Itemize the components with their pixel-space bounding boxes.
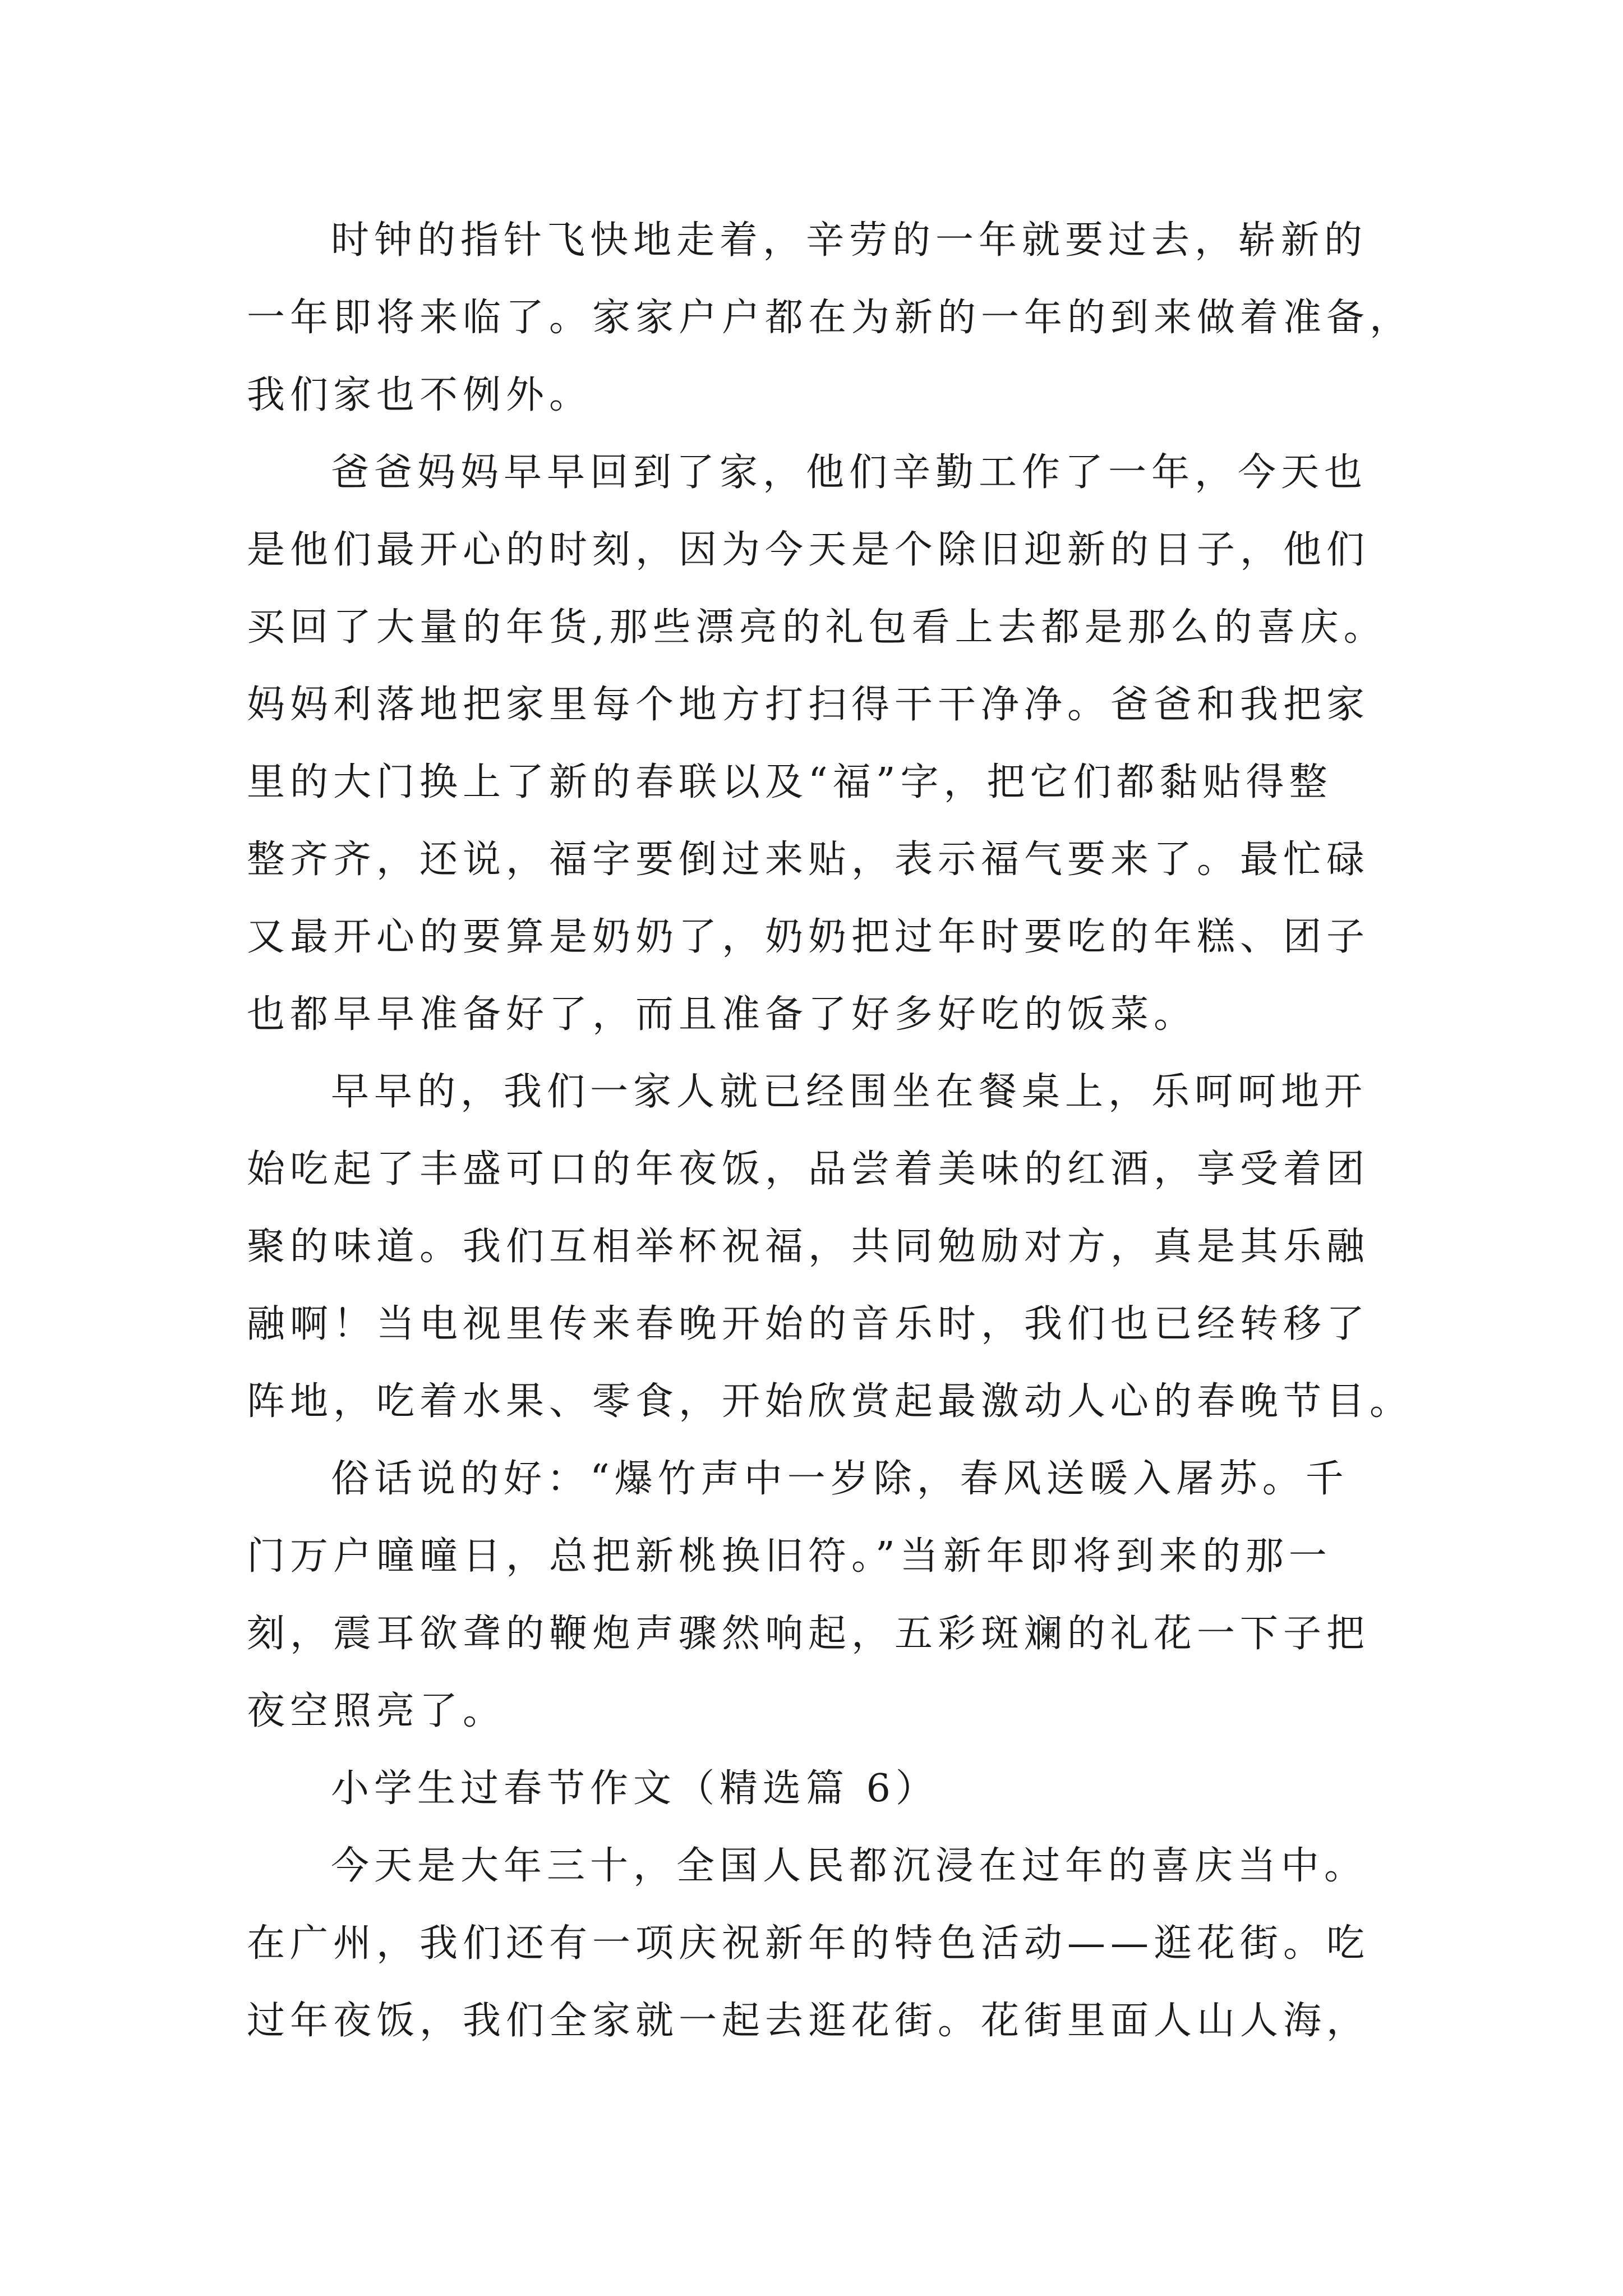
text-line: 在广州，我们还有一项庆祝新年的特色活动——逛花街。吃	[247, 1921, 1370, 1966]
text-line: 爸爸妈妈早早回到了家，他们辛勤工作了一年，今天也	[331, 450, 1368, 495]
text-line: 今天是大年三十，全国人民都沉浸在过年的喜庆当中。	[331, 1844, 1368, 1888]
text-line: 聚的味道。我们互相举杯祝福，共同勉励对方，真是其乐融	[247, 1225, 1370, 1269]
section-heading: 小学生过春节作文（精选篇 6）	[331, 1766, 939, 1811]
text-line: 时钟的指针飞快地走着，辛劳的一年就要过去，崭新的	[331, 218, 1368, 263]
text-line: 刻，震耳欲聋的鞭炮声骤然响起，五彩斑斓的礼花一下子把	[247, 1612, 1370, 1656]
text-line: 也都早早准备好了，而且准备了好多好吃的饭菜。	[247, 992, 1197, 1037]
document-body	[247, 202, 1430, 2060]
text-line: 妈妈利落地把家里每个地方打扫得干干净净。爸爸和我把家	[247, 683, 1370, 727]
text-line: 过年夜饭，我们全家就一起去逛花街。花街里面人山人海，	[247, 1999, 1370, 2043]
text-line: 是他们最开心的时刻，因为今天是个除旧迎新的日子，他们	[247, 528, 1370, 572]
text-line: 阵地，吃着水果、零食，开始欣赏起最激动人心的春晚节目。	[247, 1379, 1413, 1424]
text-line: 整齐齐，还说，福字要倒过来贴，表示福气要来了。最忙碌	[247, 838, 1370, 882]
text-line: 又最开心的要算是奶奶了，奶奶把过年时要吃的年糕、团子	[247, 915, 1370, 959]
text-line: 门万户曈曈日，总把新桃换旧符。”当新年即将到来的那一	[247, 1534, 1332, 1579]
text-line: 一年即将来临了。家家户户都在为新的一年的到来做着准备，	[247, 296, 1413, 340]
text-line: 始吃起了丰盛可口的年夜饭，品尝着美味的红酒，享受着团	[247, 1147, 1370, 1191]
text-line: 夜空照亮了。	[247, 1689, 506, 1733]
text-line: 早早的，我们一家人就已经围坐在餐桌上，乐呵呵地开	[331, 1070, 1368, 1114]
text-line: 里的大门换上了新的春联以及“福”字，把它们都黏贴得整	[247, 760, 1332, 804]
text-line: 买回了大量的年货,那些漂亮的礼包看上去都是那么的喜庆。	[247, 605, 1387, 650]
text-line: 俗话说的好：“爆竹声中一岁除，春风送暖入屠苏。千	[331, 1457, 1349, 1501]
text-line: 我们家也不例外。	[247, 373, 593, 417]
text-line: 融啊！当电视里传来春晚开始的音乐时，我们也已经转移了	[247, 1302, 1370, 1346]
